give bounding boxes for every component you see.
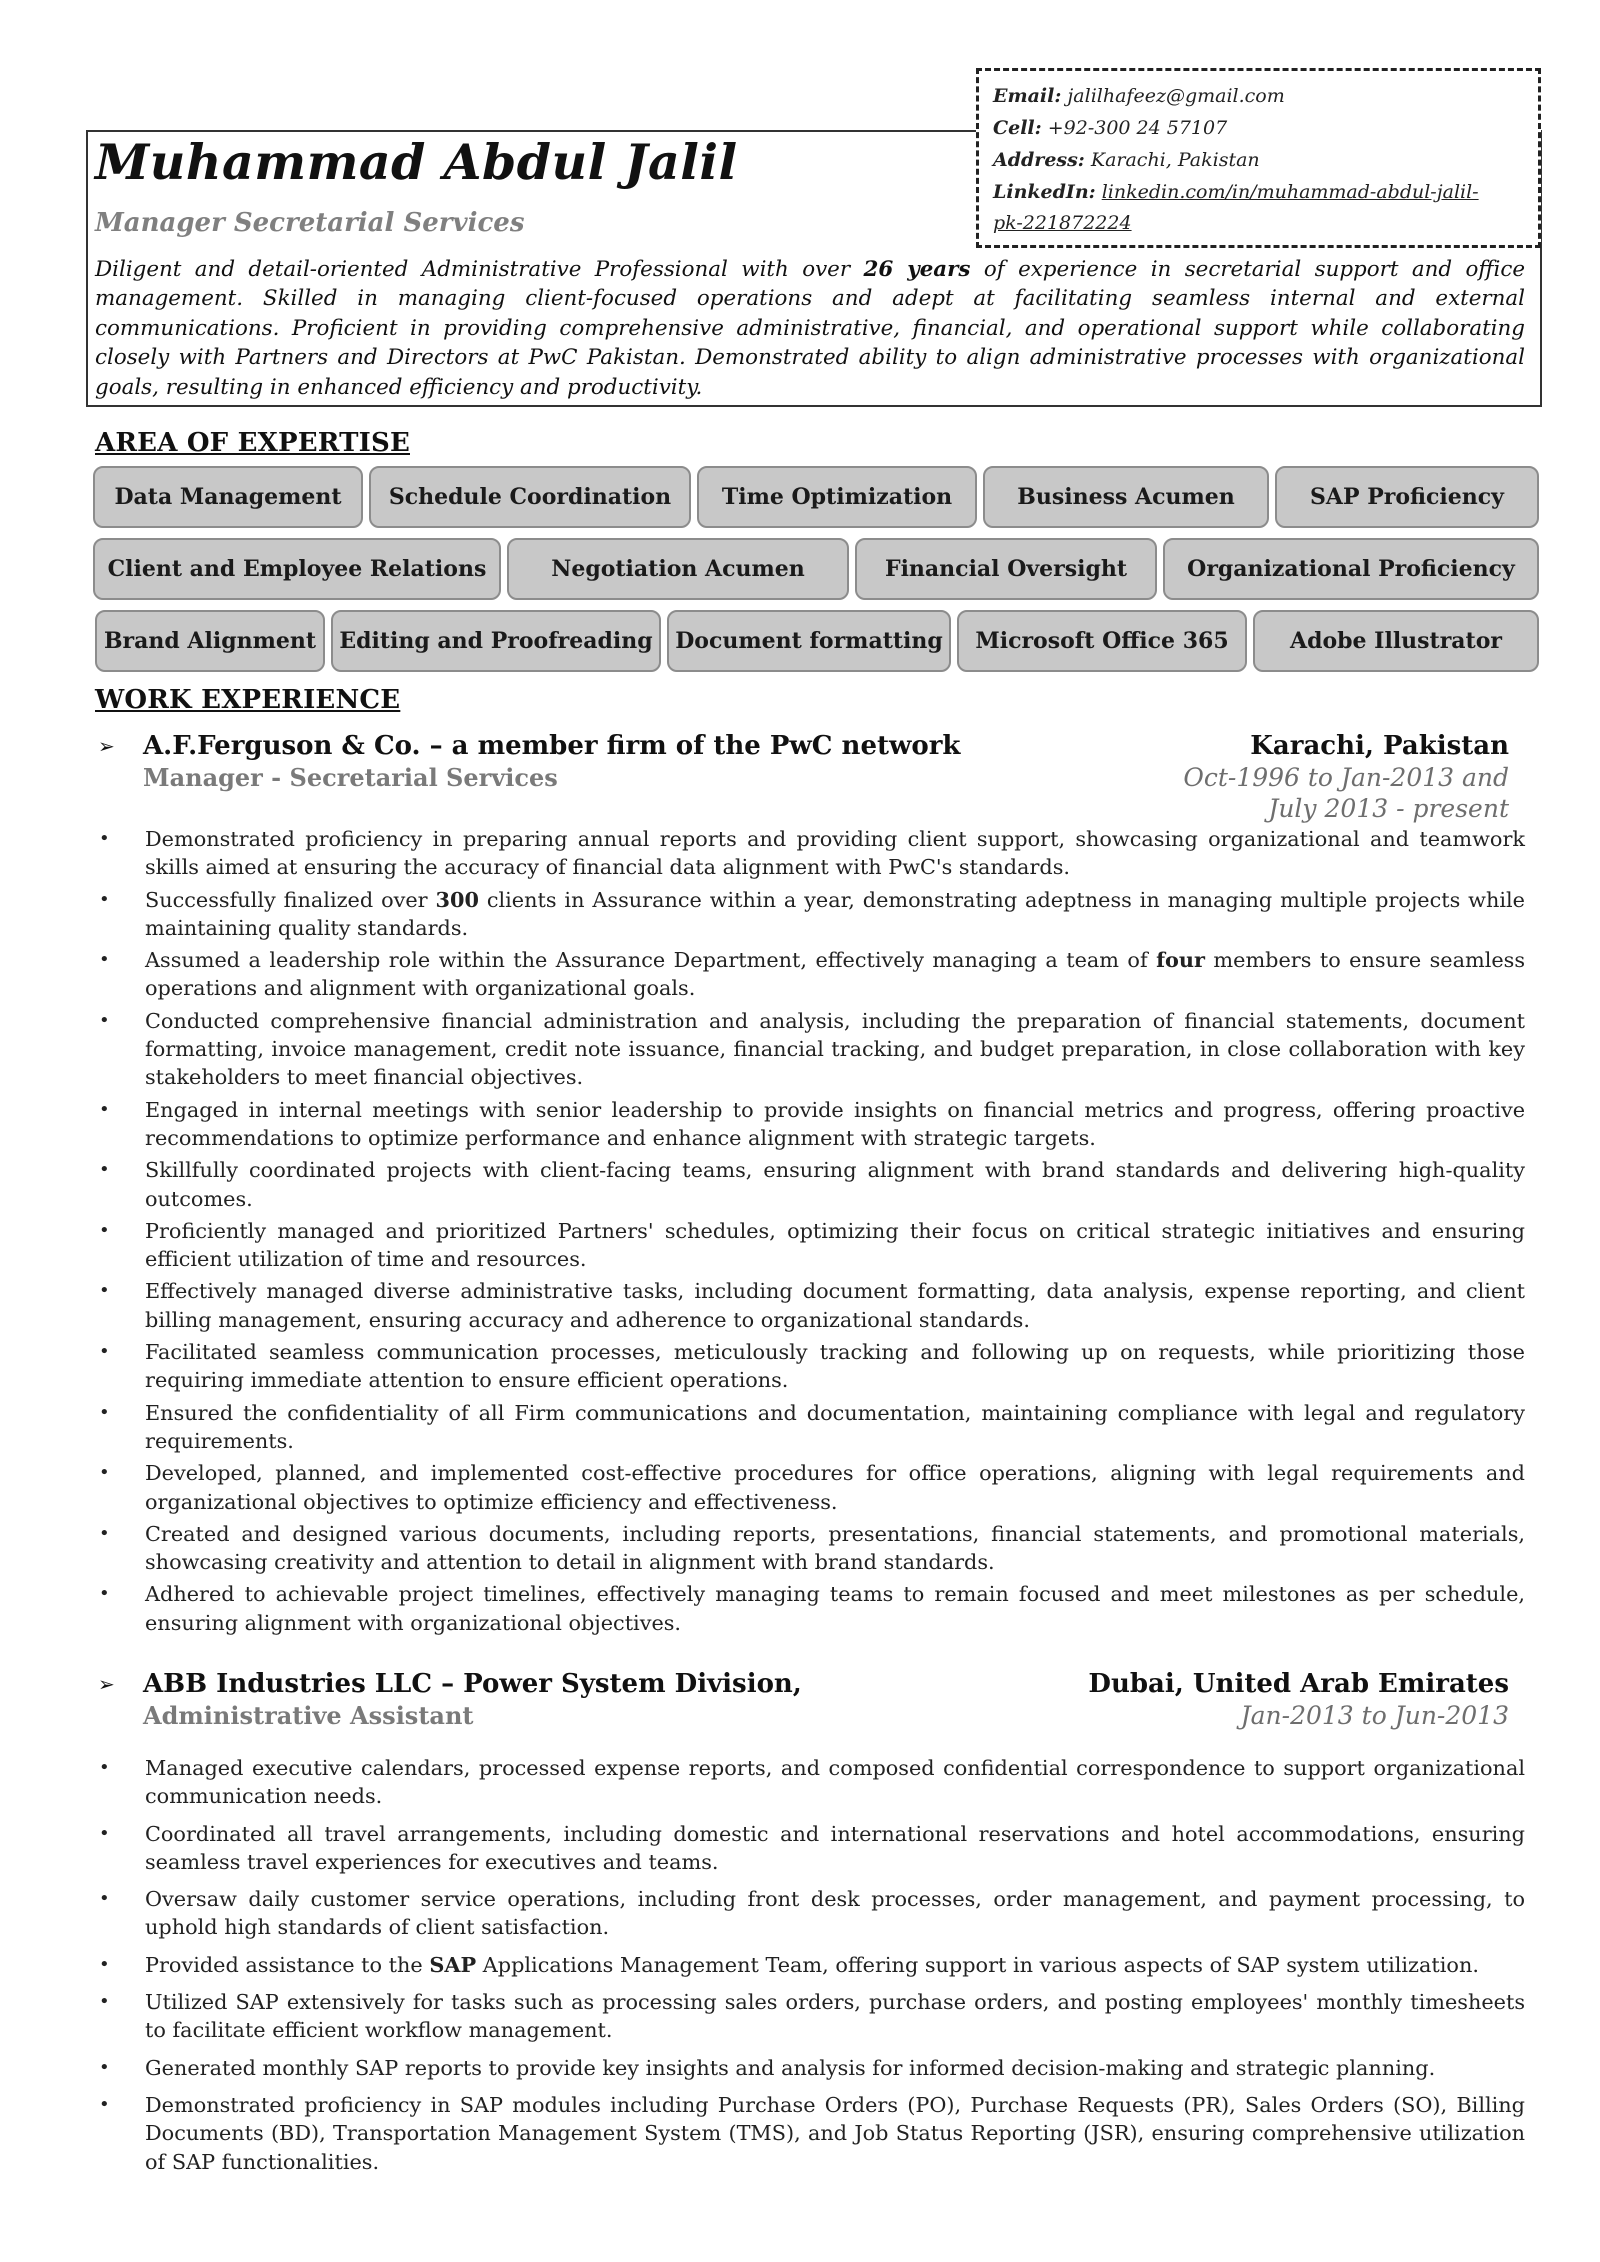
list-item: • Generated monthly SAP reports to provide key insights and analysis for informed decision-making and strategic planning. — [99, 2055, 1436, 2080]
job-role: Administrative Assistant — [143, 1701, 474, 1730]
job-header-pwc — [95, 730, 1515, 823]
job-dates — [1183, 762, 1509, 824]
list-item: • Conducted comprehensive financial administration and analysis, including the preparation of financial statements, document formatting, invoice management, credit note issuance, financial tracking, and budget preparation, in close collaboration with key stakeholders to meet financial objectives. — [99, 1008, 1525, 1090]
company-name: ABB Industries LLC – Power System Division, — [143, 1669, 802, 1699]
list-item: • Created and designed various documents, including reports, presentations, financial statements, and promotional materials, showcasing creativity and attention to detail in alignment with brand standards. — [99, 1521, 1525, 1575]
job-bullets-pwc — [95, 825, 1525, 1637]
arrow-bullet-icon: ➢ — [98, 1672, 115, 1696]
summary-years: 26 years — [863, 257, 971, 282]
skill-chip: SAP Proficiency — [1275, 466, 1539, 528]
skill-chip: Financial Oversight — [855, 538, 1157, 600]
skill-chip: Negotiation Acumen — [507, 538, 849, 600]
contact-cell — [993, 112, 1528, 144]
list-item: • Engaged in internal meetings with senior leadership to provide insights on financial metrics and progress, offering proactive recommendations to optimize performance and enhance alignment with strategic targets. — [99, 1097, 1525, 1150]
summary-text-pre: Diligent and detail-oriented Administrative Professional with over — [95, 257, 864, 282]
contact-address — [993, 144, 1528, 176]
list-item: • Demonstrated proficiency in preparing annual reports and providing client support, showcasing organizational and teamwork skills aimed at ensuring the accuracy of financial data alignment with PwC's standards. — [99, 827, 1525, 880]
skill-chip: Microsoft Office 365 — [957, 610, 1247, 672]
list-item: • Provided assistance to the SAP Applications Management Team, offering support in various aspects of SAP system utilization. — [99, 1951, 1479, 1977]
contact-email — [993, 80, 1528, 112]
summary-text-post: of experience in secretarial support and office management. Skilled in managing client-focused operations and adept at facilitating seamless internal and external communications. Proficient in providing comprehensive administrative, financial, and operational support while collaborating closely with Partners and Directors at PwC Pakistan. Demonstrated ability to align administrative processes with organizational goals, resulting in enhanced efficiency and productivity. — [95, 257, 1525, 400]
skill-chip: Adobe Illustrator — [1253, 610, 1539, 672]
skill-chip: Brand Alignment — [95, 610, 325, 672]
expertise-heading: AREA OF EXPERTISE — [95, 428, 410, 458]
job-role: Manager - Secretarial Services — [143, 763, 558, 792]
job-header-abb — [95, 1668, 1515, 1730]
list-item: • Skillfully coordinated projects with client-facing teams, ensuring alignment with brand standards and delivering high-quality outcomes. — [99, 1158, 1525, 1211]
email-label: Email: — [993, 85, 1062, 107]
job-dates — [1241, 1700, 1509, 1731]
job-dates-line-2: July 2013 - present — [1268, 794, 1509, 823]
list-item: • Proficiently managed and prioritized Partners' schedules, optimizing their focus on critical strategic initiatives and ensuring efficient utilization of time and resources. — [99, 1218, 1525, 1272]
cell-value: +92-300 24 57107 — [1047, 117, 1228, 139]
professional-summary — [95, 255, 1525, 402]
skill-chip: Time Optimization — [697, 466, 977, 528]
work-heading: WORK EXPERIENCE — [95, 685, 401, 715]
address-value: Karachi, Pakistan — [1090, 149, 1260, 171]
address-label: Address: — [993, 149, 1085, 171]
job-dates-line-1: Jan-2013 to Jun-2013 — [1240, 1701, 1509, 1730]
cell-label: Cell: — [993, 117, 1042, 139]
list-item: • Managed executive calendars, processed expense reports, and composed confidential correspondence to support organizational communication needs. — [99, 1756, 1525, 1809]
linkedin-link-continued[interactable]: pk-221872224 — [993, 212, 1132, 234]
skill-chip: Organizational Proficiency — [1163, 538, 1539, 600]
skill-chip: Schedule Coordination — [369, 466, 691, 528]
candidate-title: Manager Secretarial Services — [95, 208, 525, 238]
job-location: Karachi, Pakistan — [1250, 731, 1509, 761]
list-item: • Developed, planned, and implemented cost-effective procedures for office operations, aligning with legal requirements and organizational objectives to optimize efficiency and effectiveness. — [99, 1461, 1525, 1514]
list-item: • Effectively managed diverse administrative tasks, including document formatting, data analysis, expense reporting, and client billing management, ensuring accuracy and adherence to organizational standards. — [99, 1279, 1525, 1332]
skill-chip: Business Acumen — [983, 466, 1269, 528]
job-bullets-abb — [95, 1754, 1525, 2176]
list-item: • Oversaw daily customer service operations, including front desk processes, order management, and payment processing, to uphold high standards of client satisfaction. — [99, 1887, 1525, 1940]
linkedin-link[interactable]: linkedin.com/in/muhammad-abdul-jalil- — [1101, 181, 1479, 203]
job-location: Dubai, United Arab Emirates — [1088, 1669, 1509, 1699]
candidate-name: Muhammad Abdul Jalil — [95, 133, 738, 191]
skill-chip: Data Management — [93, 466, 363, 528]
list-item: • Utilized SAP extensively for tasks such as processing sales orders, purchase orders, and posting employees' monthly timesheets to facilitate efficient workflow management. — [99, 1990, 1525, 2043]
list-item: • Demonstrated proficiency in SAP modules including Purchase Orders (PO), Purchase Requests (PR), Sales Orders (SO), Billing Documents (BD), Transportation Management System (TMS), and Job Status Reporting (JSR), ensuring comprehensive utilization of SAP functionalities. — [99, 2092, 1525, 2174]
list-item: • Adhered to achievable project timelines, effectively managing teams to remain focused and meet milestones as per schedule, ensuring alignment with organizational objectives. — [99, 1582, 1525, 1635]
skill-chip: Client and Employee Relations — [93, 538, 501, 600]
email-value[interactable]: jalilhafeez@gmail.com — [1067, 85, 1285, 107]
company-name: A.F.Ferguson & Co. – a member firm of the PwC network — [143, 731, 961, 761]
linkedin-label: LinkedIn: — [993, 181, 1096, 203]
skill-chip: Document formatting — [667, 610, 951, 672]
skill-chip: Editing and Proofreading — [331, 610, 661, 672]
job-dates-line-1: Oct-1996 to Jan-2013 and — [1183, 763, 1509, 792]
list-item: • Facilitated seamless communication processes, meticulously tracking and following up on requests, while prioritizing those requiring immediate attention to ensure efficient operations. — [99, 1340, 1525, 1393]
contact-linkedin — [993, 176, 1528, 208]
contact-box — [976, 68, 1541, 248]
list-item: • Assumed a leadership role within the Assurance Department, effectively managing a team of four members to ensure seamless operations and alignment with organizational goals. — [99, 947, 1526, 1001]
arrow-bullet-icon: ➢ — [98, 734, 115, 758]
list-item: • Coordinated all travel arrangements, including domestic and international reservations and hotel accommodations, ensuring seamless travel experiences for executives and teams. — [99, 1821, 1525, 1874]
list-item: • Successfully finalized over 300 clients in Assurance within a year, demonstrating adeptness in managing multiple projects while maintaining quality standards. — [99, 886, 1525, 940]
list-item: • Ensured the confidentiality of all Firm communications and documentation, maintaining compliance with legal and regulatory requirements. — [99, 1400, 1525, 1453]
